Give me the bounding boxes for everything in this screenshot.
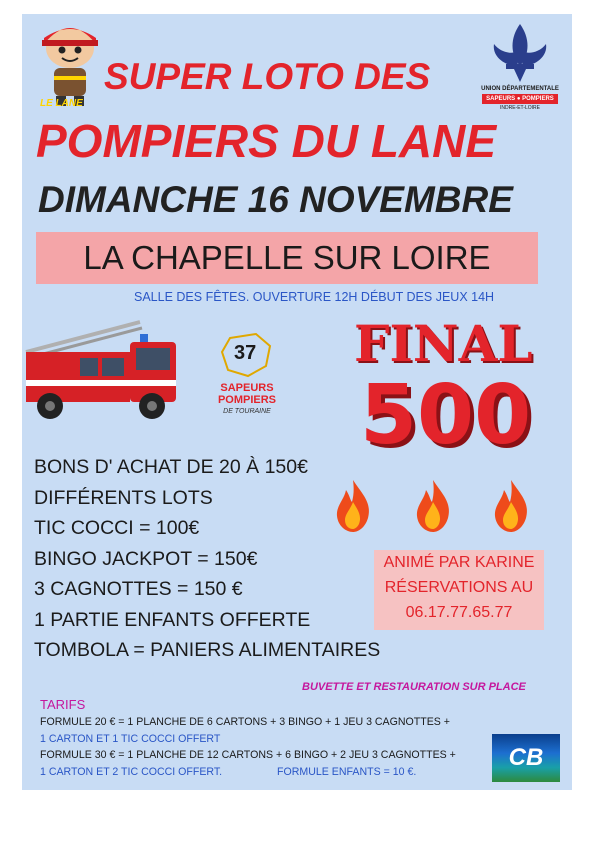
poster bbox=[22, 14, 572, 790]
tarifs-heading: TARIFS bbox=[40, 697, 86, 712]
fire-truck-icon bbox=[22, 318, 182, 430]
reservation-box bbox=[374, 550, 544, 630]
flame-icon-3 bbox=[490, 478, 532, 534]
lot-item: DIFFÉRENTS LOTS bbox=[34, 486, 213, 509]
sapeurs-pompiers-touraine-logo bbox=[202, 332, 292, 432]
indre-et-loire-label: INDRE-ET-LOIRE bbox=[499, 105, 540, 111]
le-lane-logo-text: LE LANE bbox=[40, 98, 83, 109]
fire-truck-image bbox=[22, 318, 182, 430]
final-label: FINAL bbox=[354, 314, 533, 373]
place-banner bbox=[36, 232, 538, 284]
event-place: LA CHAPELLE SUR LOIRE bbox=[83, 239, 491, 276]
event-info: SALLE DES FÊTES. OUVERTURE 12H DÉBUT DES JEUX 14H bbox=[134, 290, 495, 304]
tarif-line-4 bbox=[40, 764, 456, 781]
event-date: DIMANCHE 16 NOVEMBRE bbox=[38, 179, 513, 220]
tarif-line-4a: 1 CARTON ET 2 TIC COCCI OFFERT. bbox=[40, 765, 223, 778]
cb-card-logo bbox=[492, 734, 560, 782]
animator-line: ANIMÉ PAR KARINE bbox=[383, 554, 535, 571]
tarif-line-2: 1 CARTON ET 1 TIC COCCI OFFERT bbox=[40, 732, 221, 745]
lot-item: TOMBOLA = PANIERS ALIMENTAIRES bbox=[34, 639, 381, 661]
cb-label: CB bbox=[508, 744, 544, 771]
logo-number-37: 37 bbox=[234, 342, 257, 364]
title-line-1: SUPER LOTO DES bbox=[104, 56, 431, 97]
tarif-line-1: FORMULE 20 € = 1 PLANCHE DE 6 CARTONS + 3 BINGO + 1 JEU 3 CAGNOTTES + bbox=[40, 716, 450, 728]
tarif-line-3: FORMULE 30 € = 1 PLANCHE DE 12 CARTONS + 6 BINGO + 2 JEU 3 CAGNOTTES + bbox=[40, 749, 456, 761]
union-departementale-label: UNION DÉPARTEMENTALE bbox=[481, 86, 559, 92]
union-departementale-logo bbox=[480, 20, 560, 116]
title-line-2: POMPIERS DU LANE bbox=[36, 115, 497, 167]
tarifs-block bbox=[40, 714, 456, 780]
logo-sapeurs: SAPEURS bbox=[220, 382, 274, 394]
lots-list bbox=[34, 452, 380, 666]
buvette-note: BUVETTE ET RESTAURATION SUR PLACE bbox=[302, 681, 526, 693]
lot-item: BONS D' ACHAT DE 20 À 150€ bbox=[34, 456, 308, 478]
sapeurs-pompiers-band: SAPEURS ● POMPIERS bbox=[482, 94, 558, 104]
flame-icon-2 bbox=[412, 478, 454, 534]
le-lane-mascot-logo bbox=[34, 18, 106, 114]
lot-item: BINGO JACKPOT = 150€ bbox=[34, 547, 258, 570]
phone-number: 06.17.77.65.77 bbox=[405, 604, 513, 621]
lot-item: 1 PARTIE ENFANTS OFFERTE bbox=[34, 608, 311, 631]
fleur-de-lis-icon bbox=[480, 20, 560, 86]
logo-pompiers: POMPIERS bbox=[217, 394, 277, 406]
final-value: 500 bbox=[360, 368, 532, 463]
lot-item: TIC COCCI = 100€ bbox=[34, 517, 200, 539]
logo-de-touraine: DE TOURAINE bbox=[223, 408, 271, 415]
reservation-line: RÉSERVATIONS AU bbox=[384, 579, 534, 596]
tarif-line-4b: FORMULE ENFANTS = 10 €. bbox=[277, 765, 417, 778]
lot-item: 3 CAGNOTTES = 150 € bbox=[34, 578, 243, 600]
